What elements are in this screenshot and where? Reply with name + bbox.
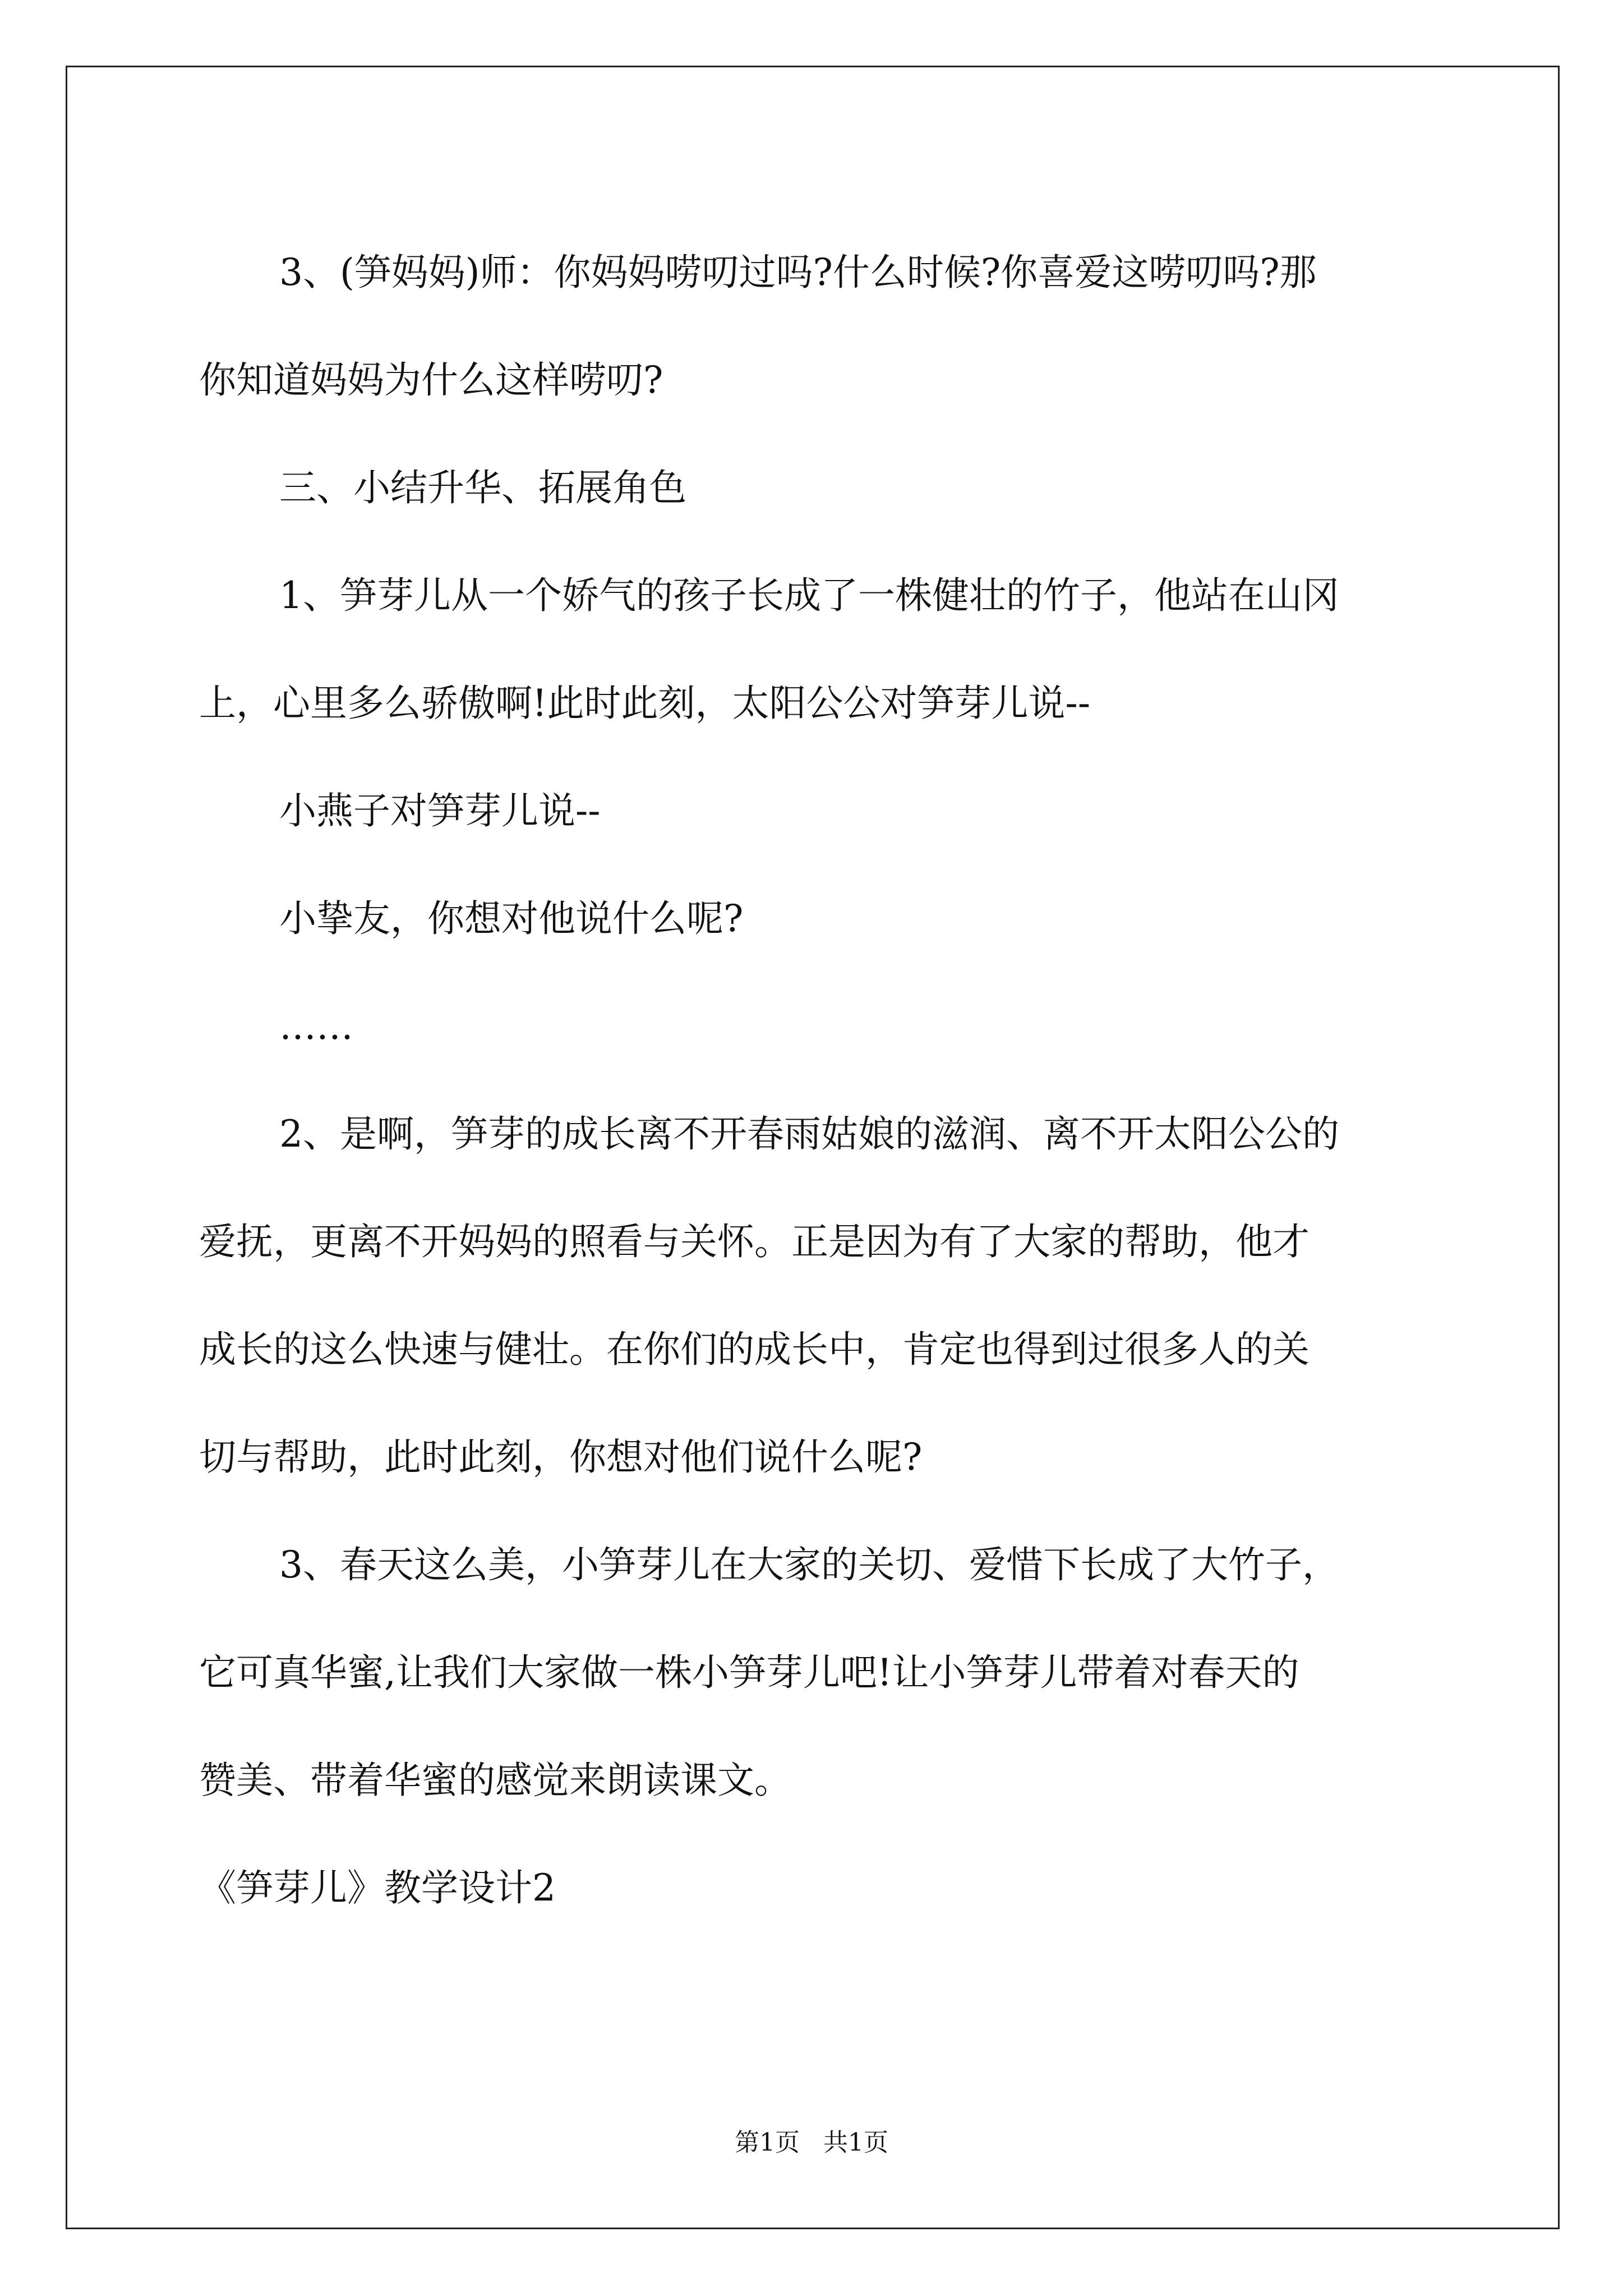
paragraph [199, 434, 1478, 542]
text-line: 成长的这么快速与健壮。在你们的成长中，肯定也得到过很多人的关 [199, 1328, 1310, 1371]
text-line: 爱抚，更离不开妈妈的照看与关怀。正是因为有了大家的帮助，他才 [199, 1220, 1310, 1263]
paragraph [199, 1080, 1478, 1511]
text-line: 你知道妈妈为什么这样唠叨? [199, 358, 663, 402]
text-line: 小挚友，你想对他说什么呢? [279, 897, 744, 940]
paragraph [199, 219, 1478, 434]
text-line: 赞美、带着华蜜的感觉来朗读课文。 [199, 1759, 791, 1802]
text-line: 它可真华蜜,让我们大家做一株小笋芽儿吧!让小笋芽儿带着对春天的 [199, 1651, 1299, 1694]
paragraph [199, 1511, 1478, 1834]
text-line: 切与帮助，此时此刻，你想对他们说什么呢? [199, 1435, 923, 1479]
section-title: 《笋芽儿》教学设计2 [199, 1866, 556, 1910]
paragraph [199, 865, 1478, 973]
page-number: 第1页 共1页 [735, 2128, 888, 2157]
text-line: 2、是啊，笋芽的成长离不开春雨姑娘的滋润、离不开太阳公公的 [279, 1112, 1339, 1156]
paragraph [199, 542, 1478, 757]
document-body [199, 219, 1478, 1942]
text-line: 小燕子对笋芽儿说-- [279, 789, 601, 832]
text-line: 1、笋芽儿从一个娇气的孩子长成了一株健壮的竹子，他站在山冈 [279, 574, 1339, 617]
text-line: 上，心里多么骄傲啊!此时此刻，太阳公公对笋芽儿说-- [199, 682, 1091, 725]
text-line: 3、(笋妈妈)师：你妈妈唠叨过吗?什么时候?你喜爱这唠叨吗?那 [279, 251, 1317, 294]
text-line: 3、春天这么美，小笋芽儿在大家的关切、爱惜下长成了大竹子， [279, 1543, 1339, 1586]
paragraph [199, 973, 1478, 1080]
ellipsis-line: …… [279, 1005, 353, 1048]
section-heading: 三、小结升华、拓展角色 [279, 466, 686, 509]
paragraph [199, 757, 1478, 865]
